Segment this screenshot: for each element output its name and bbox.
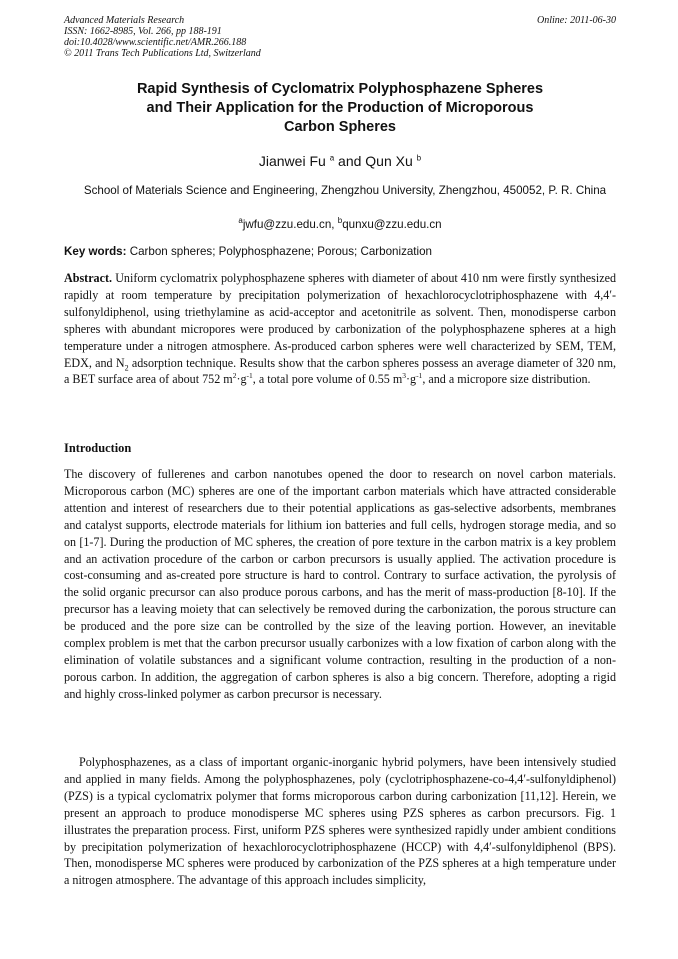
abstract	[64, 270, 616, 388]
introduction-paragraph-2: Polyphosphazenes, as a class of important organic-inorganic hybrid polymers, have been intensively studied and applied in many fields. Among the polyphosphazenes, poly (cyclotriphosphazene-co-4,4′-sulfonyldiphenol) (PZS) is a typical cyclomatrix polymer that forms microporous carbon during carbonization [11,12]. Herein, we present an approach to produce monodisperse MC spheres using PZS spheres as carbon precursors. Fig. 1 illustrates the preparation process. First, uniform PZS spheres were synthesized rapidly under ambient conditions by precipitation polymerization of hexachlorocyclotriphosphazene (HCCP) with 4,4′-sulfonyldiphenol (BPS). Then, monodisperse MC spheres were produced by carbonization of the PZS spheres at a high temperature under a nitrogen atmosphere. The advantage of this approach includes simplicity,	[64, 755, 616, 888]
author-emails	[64, 217, 616, 233]
paper-title	[64, 80, 616, 137]
title-line-3: Carbon Spheres	[284, 119, 396, 135]
affiliation: School of Materials Science and Engineering, Zhengzhou University, Zhengzhou, 450052, P. R. China	[83, 184, 607, 197]
keywords	[64, 244, 616, 260]
author-2: Qun Xu	[365, 153, 413, 169]
author-conjunction: and	[338, 153, 362, 169]
author-list	[64, 152, 616, 170]
section-heading-introduction: Introduction	[64, 441, 132, 455]
abstract-subscript: 2	[124, 362, 129, 372]
journal-header	[64, 15, 261, 59]
email-b: qunxu@zzu.edu.cn	[342, 218, 442, 231]
author-1: Jianwei Fu	[258, 153, 326, 169]
keywords-label: Key words:	[64, 245, 127, 258]
doi-line: doi:10.4028/www.scientific.net/AMR.266.188	[64, 37, 247, 48]
title-line-2: and Their Application for the Production of Microporous	[146, 100, 534, 116]
author-1-affil-mark: a	[329, 153, 335, 163]
abstract-text: ·g	[236, 372, 247, 387]
email-a: jwfu@zzu.edu.cn,	[242, 218, 335, 231]
introduction-paragraph-1: The discovery of fullerenes and carbon nanotubes opened the door to research on novel carbon materials. Microporous carbon (MC) spheres are one of the important carbon materials which have attracted considerable attention and interest of researchers due to their potential applications as gas-selective adsorbents, membranes and catalyst supports, electrode materials for lithium ion batteries and full cells, hydrogen storage media, and so on [1-7]. During the production of MC spheres, the creation of pore texture in the carbon matrix is a key problem and an activation procedure of the carbon or carbon precursors is usually applied. The activation procedure is cost-consuming and as-created pore structure is hard to control. Contrary to surface activation, the pyrolysis of the solid organic precursor can also produce porous carbons, and has the merit of mass-production [8-10]. If the precursor has a leaving moiety that can selectively be removed during the carbonization, the porous structure can be produced and the pore size can be controlled by the size of the leaving portion. However, an inevitable complex problem is met that the carbon precursor usually carbonizes with a low fixation of carbon along with the elimination of volatile substances and a significant volume contraction, resulting in the production of a non-porous carbon. In addition, the aggregation of carbon spheres is also a big concern. Therefore, adopting a rigid and highly cross-linked polymer as carbon precursor is necessary.	[64, 467, 616, 701]
online-date: Online: 2011-06-30	[537, 15, 616, 26]
journal-name: Advanced Materials Research	[64, 15, 185, 26]
abstract-superscript: -1	[416, 371, 423, 381]
abstract-text: ·g	[405, 372, 417, 387]
issn-line: ISSN: 1662-8985, Vol. 266, pp 188-191	[64, 26, 222, 37]
abstract-text: , and a micropore size distribution.	[422, 372, 591, 387]
abstract-text: Uniform cyclomatrix polyphosphazene spheres with diameter of about 410 nm were firstly synthesized rapidly at room temperature by precipitation polymerization of hexachlorocyclotriphosphazene with 4,4′-sulfonyldiphenol, using triethylamine as acid-acceptor and acetonitrile as solvent. Then, monodisperse carbon spheres with abundant micropores were produced by carbonization of the polyphosphazene spheres at a high temperature under a nitrogen atmosphere. As-produced carbon spheres were well characterized by SEM, TEM, EDX, and N	[64, 271, 616, 370]
abstract-superscript: -1	[246, 371, 253, 381]
abstract-label: Abstract.	[64, 271, 113, 285]
abstract-superscript: 3	[402, 371, 406, 381]
email-b-mark: b	[337, 216, 343, 226]
abstract-text: adsorption technique. Results show that the carbon spheres possess an average diameter of 320 nm, a BET surface area of about 752 m	[64, 355, 617, 387]
copyright-line: © 2011 Trans Tech Publications Ltd, Switzerland	[64, 48, 261, 59]
author-2-affil-mark: b	[416, 153, 422, 163]
abstract-superscript: 2	[232, 371, 237, 381]
keywords-text: Carbon spheres; Polyphosphazene; Porous; Carbonization	[129, 245, 433, 258]
email-a-mark: a	[238, 216, 243, 226]
title-line-1: Rapid Synthesis of Cyclomatrix Polyphosphazene Spheres	[136, 81, 544, 97]
abstract-text: , a total pore volume of 0.55 m	[252, 372, 403, 387]
